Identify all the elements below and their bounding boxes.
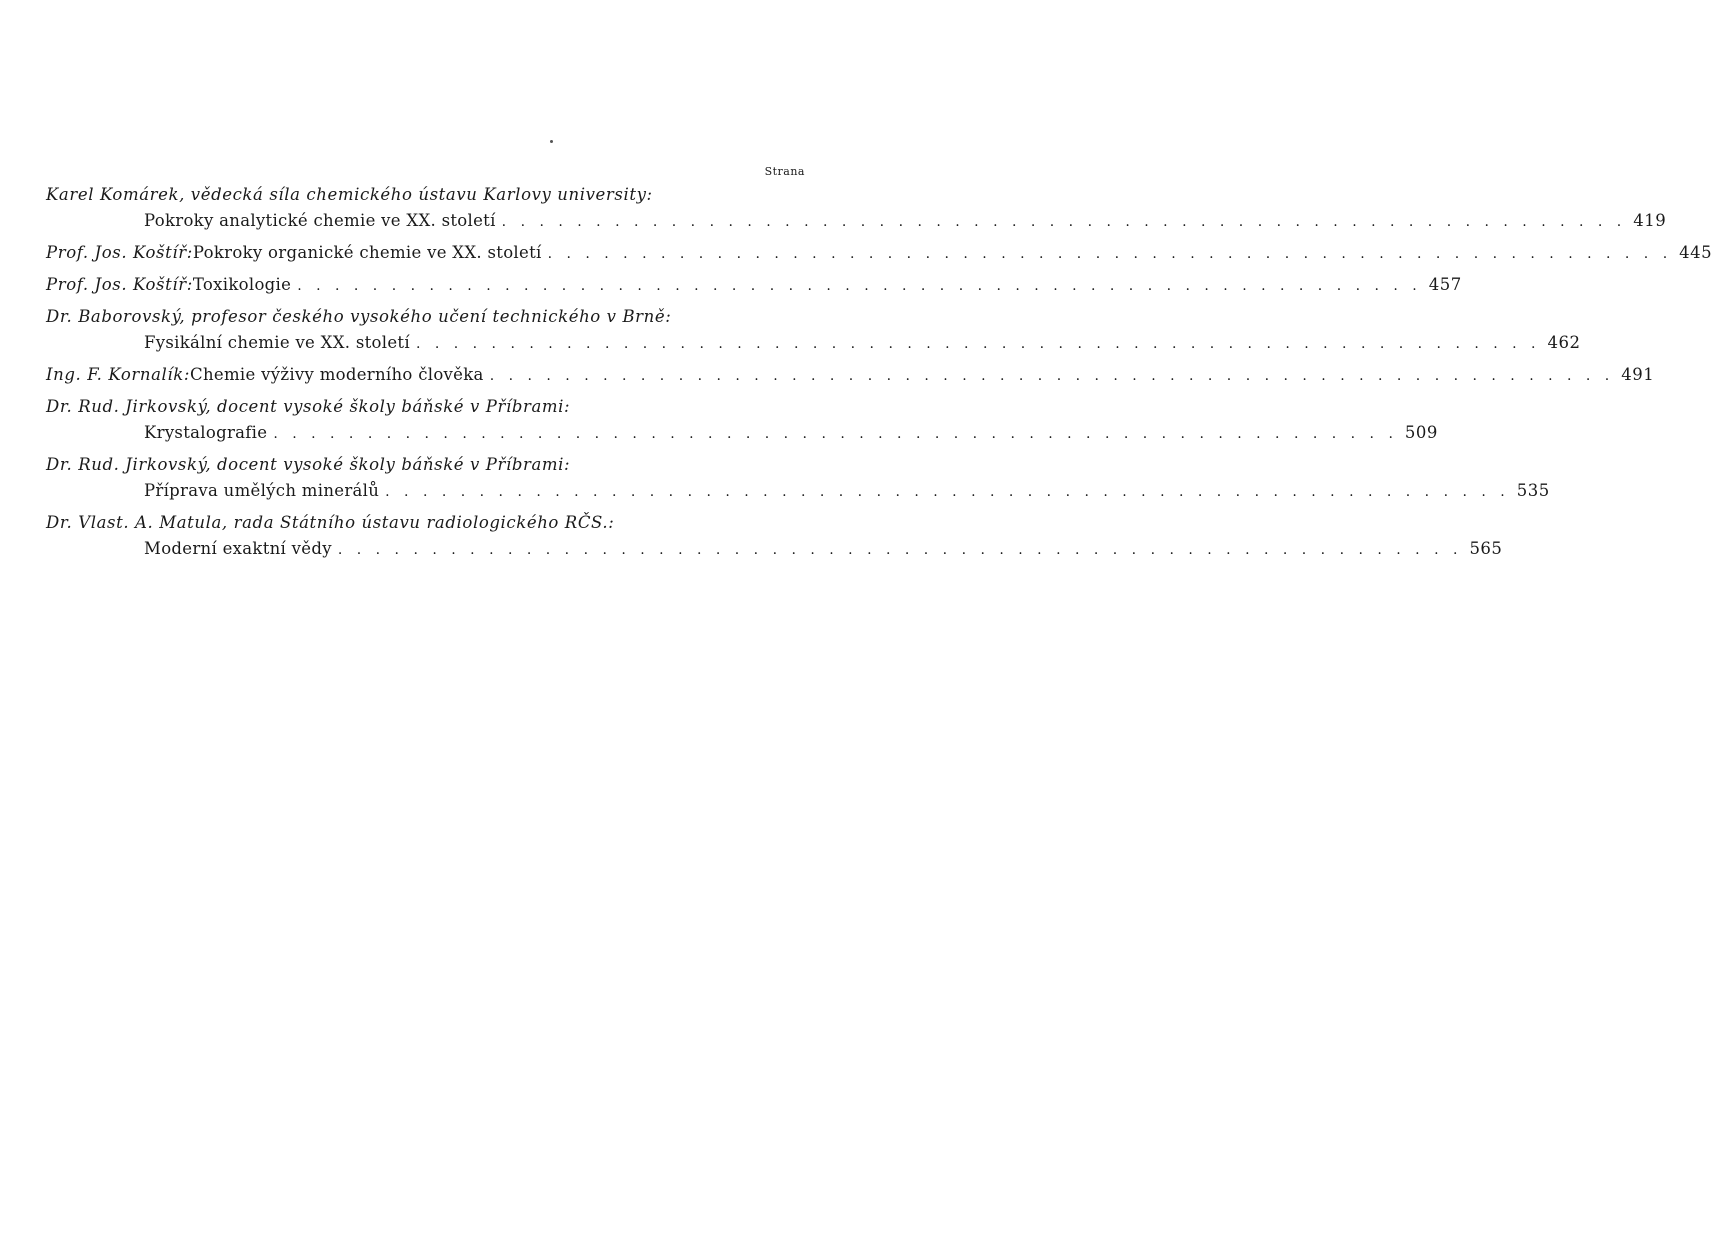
toc-title: Pokroky analytické chemie ve XX. století [144,211,496,230]
toc-title-line [46,208,1667,234]
toc-author: Dr. Rud. Jirkovský, docent vysoké školy báňské v Příbrami: [46,397,571,416]
toc-line [46,240,1712,266]
toc-author-line [46,304,806,330]
toc-title-line [46,478,1550,504]
toc-author: Prof. Jos. Koštíř: [46,243,193,262]
toc-entry [46,240,1712,266]
dot-leader: . . . . . . . . . . . . . . . . . . . . . . . . . . . . . . . . . . . . . . . . . . . . . . . . . . . . . . . . . . . . [415,336,1541,352]
toc-title: Chemie výživy moderního člověka [190,365,484,384]
toc-line [46,362,1655,388]
toc-page-number: 457 [1428,275,1462,294]
toc-author: Dr. Vlast. A. Matula, rada Státního ústavu radiologického RČS.: [46,513,615,532]
toc-title-line [46,420,1438,446]
toc-author-line [46,452,806,478]
toc-author: Ing. F. Kornalík: [46,365,191,384]
dot-leader: . . . . . . . . . . . . . . . . . . . . . . . . . . . . . . . . . . . . . . . . . . . . . . . . . . . . . . . . . . . . [273,426,1398,442]
toc-author: Dr. Rud. Jirkovský, docent vysoké školy báňské v Příbrami: [46,455,571,474]
toc-title-line [46,330,1581,356]
dot-leader: . . . . . . . . . . . . . . . . . . . . . . . . . . . . . . . . . . . . . . . . . . . . . . . . . . . . . . . . . . . . [489,368,1615,384]
toc-author: Dr. Baborovský, profesor českého vysokého učení technického v Brně: [46,307,672,326]
toc-title: Fysikální chemie ve XX. století [144,333,410,352]
toc-entry [46,452,1550,504]
toc-entry [46,394,1438,446]
toc-entry [46,182,1667,234]
toc-author-line [46,394,806,420]
toc-title: Moderní exaktní vědy [144,539,332,558]
toc-page-number: 565 [1469,539,1503,558]
toc-title-line [46,536,1503,562]
toc-line [46,272,1462,298]
toc-page-number: 491 [1621,365,1655,384]
page-column-header: Strana [764,165,805,178]
toc-page-number: 535 [1516,481,1550,500]
table-of-contents [46,182,1712,568]
toc-page-number: 445 [1679,243,1712,262]
toc-author: Karel Komárek, vědecká síla chemického ústavu Karlovy university: [46,185,653,204]
dot-leader: . . . . . . . . . . . . . . . . . . . . . . . . . . . . . . . . . . . . . . . . . . . . . . . . . . . . . . . . . . . . [297,278,1422,294]
toc-author-line [46,510,806,536]
toc-title: Toxikologie [192,275,292,294]
toc-page-number: 419 [1633,211,1667,230]
toc-title: Příprava umělých minerálů [144,481,380,500]
toc-entry [46,304,1581,356]
toc-title: Krystalografie [144,423,268,442]
toc-entry [46,510,1503,562]
dot-leader: . . . . . . . . . . . . . . . . . . . . . . . . . . . . . . . . . . . . . . . . . . . . . . . . . . . . . . . . . . . . [501,214,1627,230]
toc-page-number: 509 [1404,423,1438,442]
dot-leader: . . . . . . . . . . . . . . . . . . . . . . . . . . . . . . . . . . . . . . . . . . . . . . . . . . . . . . . . . . . . [547,246,1673,262]
toc-title: Pokroky organické chemie ve XX. století [192,243,542,262]
toc-author-line [46,182,806,208]
toc-entry [46,362,1655,388]
dot-leader: . . . . . . . . . . . . . . . . . . . . . . . . . . . . . . . . . . . . . . . . . . . . . . . . . . . . . . . . . . . . [337,542,1463,558]
toc-author: Prof. Jos. Koštíř: [46,275,193,294]
toc-page-number: 462 [1547,333,1581,352]
print-speck [550,140,553,143]
toc-entry [46,272,1462,298]
dot-leader: . . . . . . . . . . . . . . . . . . . . . . . . . . . . . . . . . . . . . . . . . . . . . . . . . . . . . . . . . . . . [385,484,1510,500]
